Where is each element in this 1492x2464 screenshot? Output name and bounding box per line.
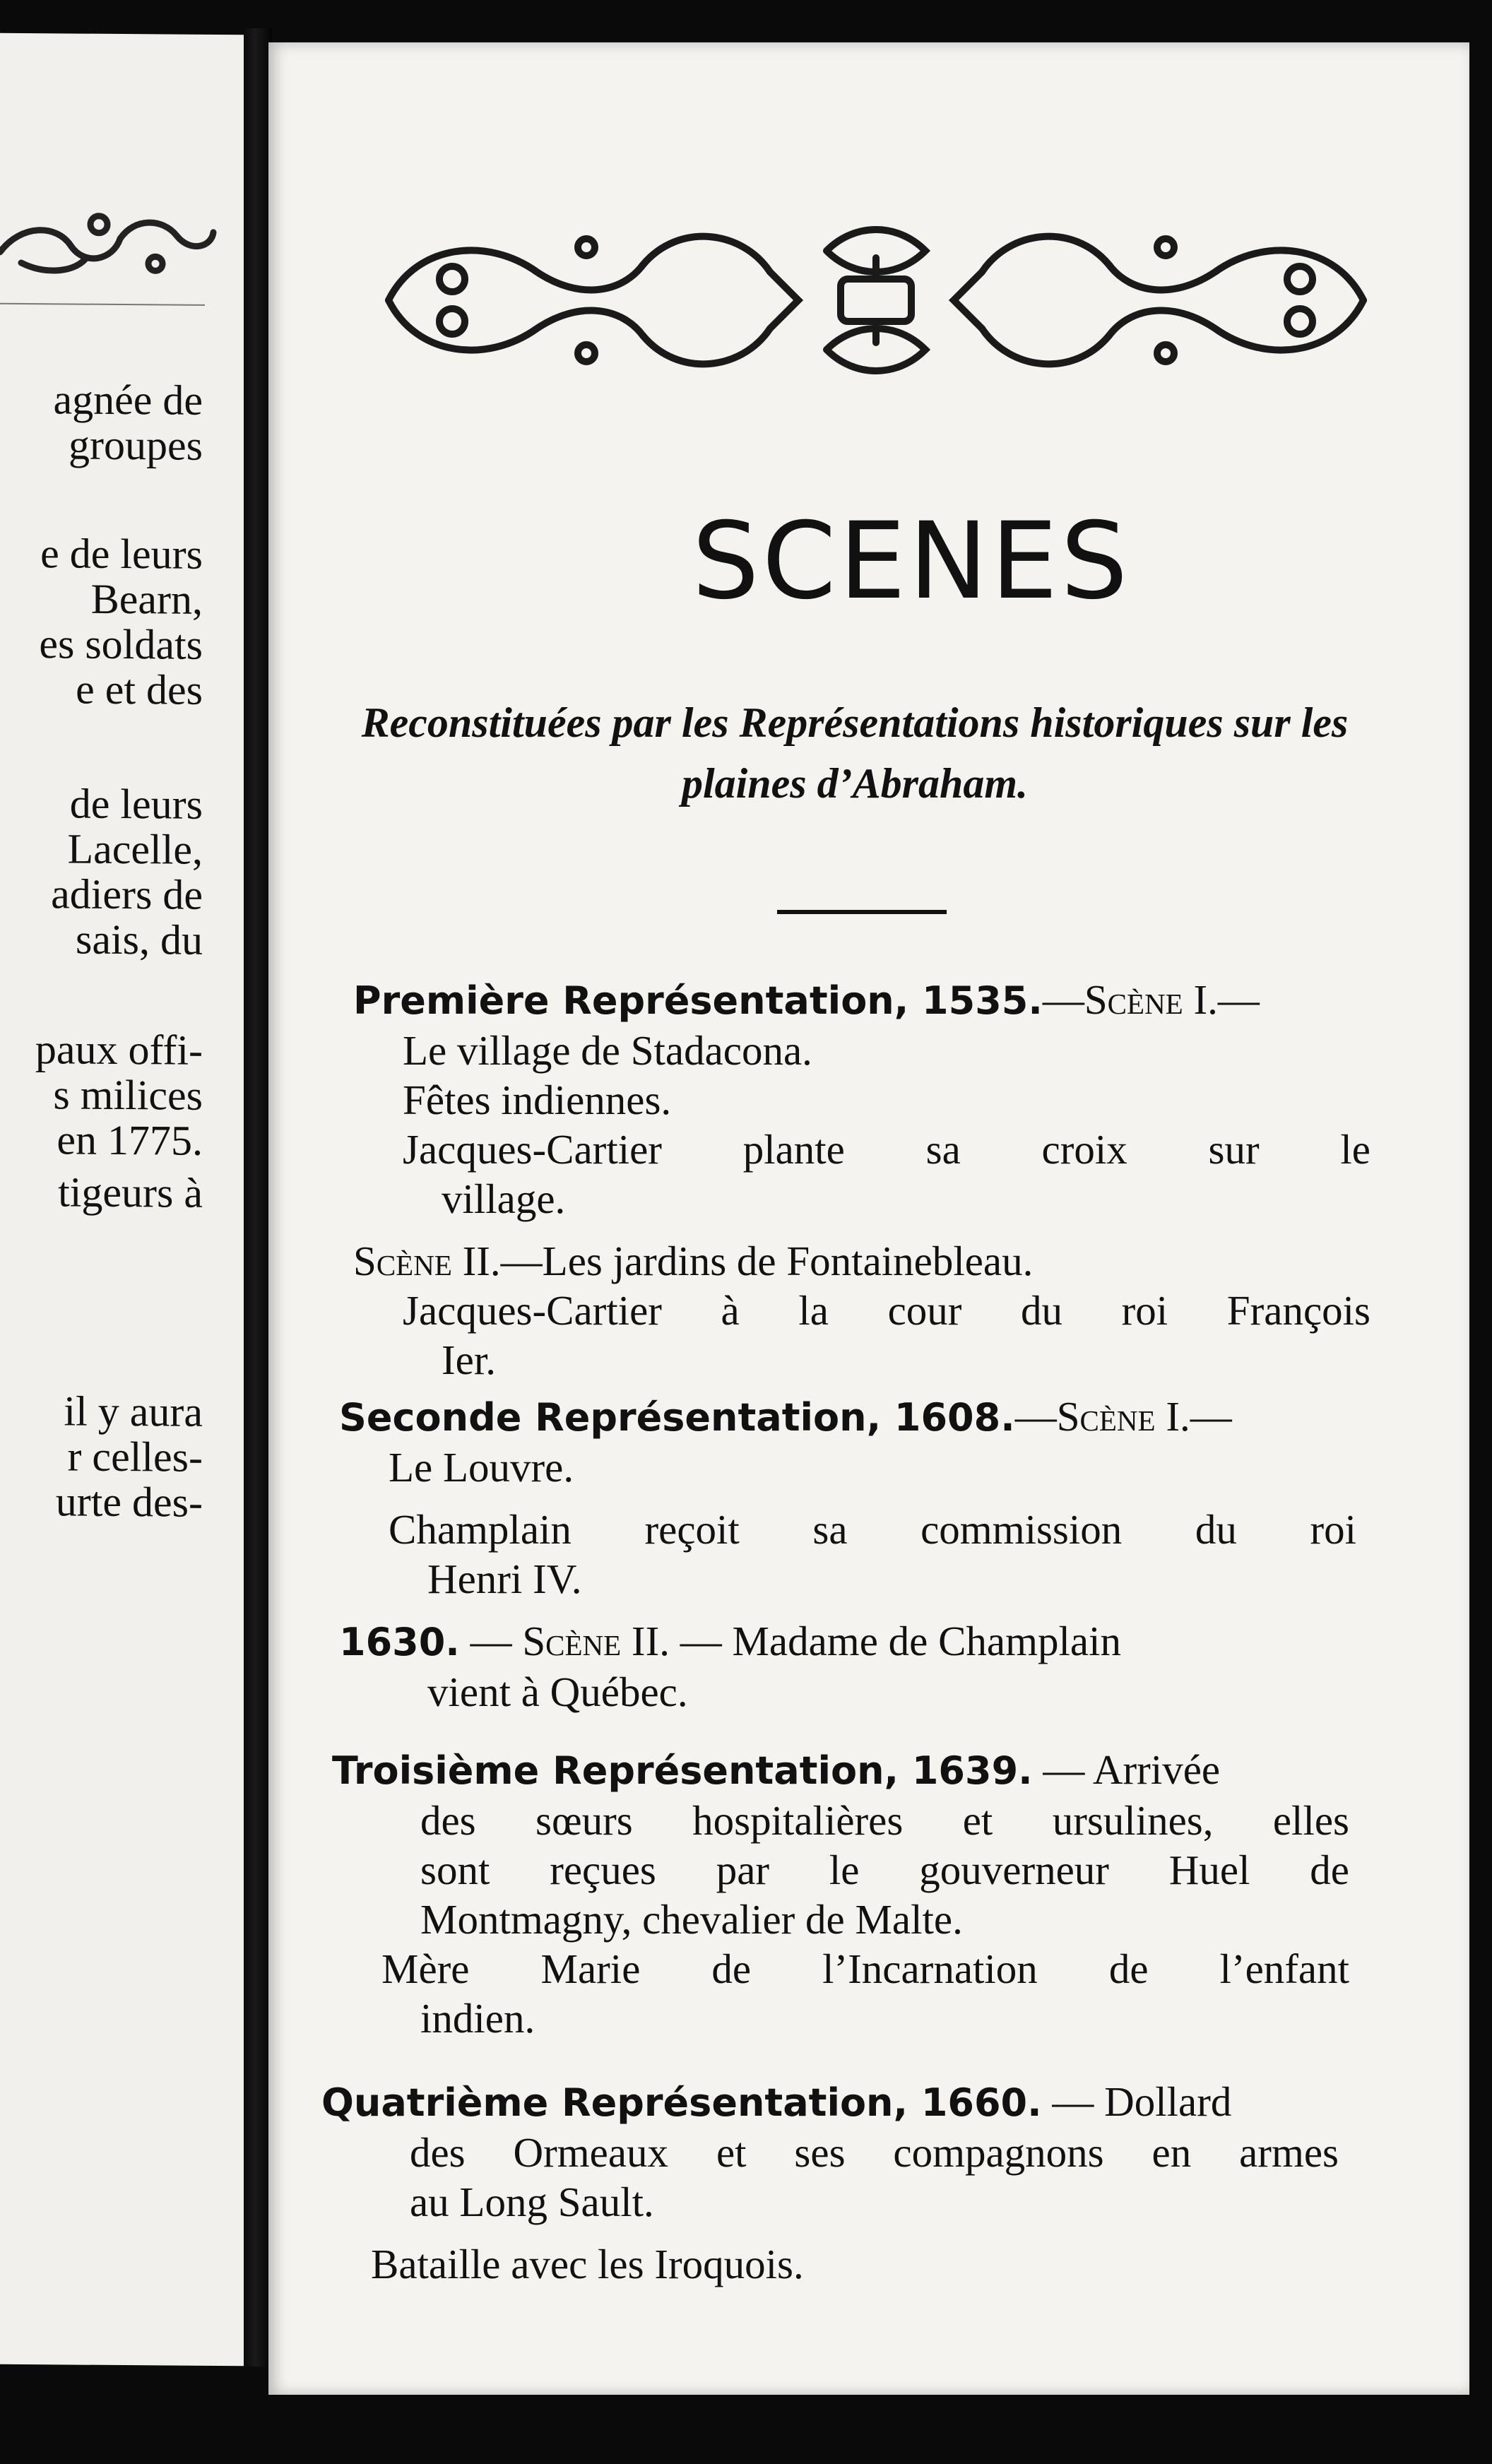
left-text-line: adiers de: [51, 870, 203, 918]
section-troisieme: [332, 1745, 1349, 2043]
section-text: — Dollard: [1041, 2078, 1232, 2125]
section-heading: Troisième Représentation, 1639.: [332, 1748, 1033, 1793]
scene-line: sont reçues par le gouverneur Huel de: [420, 1847, 1349, 1893]
left-text-line: sais, du: [76, 916, 203, 964]
book-spine: [244, 28, 272, 2367]
scene-line: au Long Sault.: [410, 2179, 654, 2225]
scene-line: Bataille avec les Iroquois.: [371, 2241, 804, 2287]
left-page-fragment: [0, 33, 244, 2366]
header-ornament-icon: [374, 194, 1378, 399]
scene-line: Fêtes indiennes.: [403, 1077, 672, 1123]
scene-line: Henri IV.: [427, 1556, 582, 1602]
scene-heading-line: [339, 1616, 1356, 1667]
section-premiere: [353, 975, 1370, 1385]
section-text: — Arrivée: [1032, 1746, 1221, 1793]
scene-line: Le Louvre.: [389, 1444, 574, 1491]
scene-line: Jacques-Cartier plante sa croix sur le: [403, 1126, 1370, 1173]
section-heading: Première Représentation, 1535.: [353, 978, 1043, 1023]
left-text-line: il y aura: [64, 1387, 203, 1435]
left-text-line: de leurs: [69, 780, 203, 828]
left-text-line: es soldats: [39, 620, 203, 668]
scene-line: vient à Québec.: [427, 1669, 688, 1715]
left-text-line: Bearn,: [90, 575, 203, 623]
scene-label: —Scène I.—: [1014, 1393, 1232, 1440]
scene-line: Jacques-Cartier à la cour du roi François: [403, 1287, 1370, 1334]
left-text-line: Lacelle,: [67, 825, 203, 873]
section-heading-line: [339, 1392, 1356, 1443]
left-text-line: e de leurs: [40, 530, 203, 578]
section-heading-line: [353, 975, 1370, 1026]
scene-line: Le village de Stadacona.: [403, 1027, 812, 1074]
left-ornament-icon: [0, 196, 219, 296]
title-separator: [777, 910, 947, 914]
section-heading: Quatrième Représentation, 1660.: [321, 2080, 1042, 2125]
section-heading-line: [321, 2077, 1339, 2128]
section-seconde: [339, 1392, 1356, 1717]
scene-line: Mère Marie de l’Incarnation de l’enfant: [381, 1945, 1349, 1992]
section-quatrieme: [321, 2077, 1339, 2289]
page-title: SCENES: [692, 500, 1131, 623]
scene-year: 1630.: [339, 1620, 460, 1664]
scene-line: village.: [442, 1175, 566, 1222]
scene-line: des sœurs hospitalières et ursulines, elles: [420, 1797, 1349, 1844]
scene-line: Ier.: [442, 1337, 496, 1383]
scene-text: — Madame de Champlain: [669, 1618, 1121, 1664]
page-subtitle: Reconstituées par les Représentations historiques sur les plaines d’Abraham.: [361, 699, 1349, 807]
scene-text: —Les jardins de Fontainebleau.: [500, 1238, 1034, 1284]
scene-line: Champlain reçoit sa commission du roi: [389, 1506, 1356, 1553]
left-text-line: r celles-: [67, 1433, 203, 1481]
left-text-line: s milices: [53, 1071, 203, 1119]
scene-label: Scène II.: [353, 1238, 501, 1284]
right-page: [268, 42, 1469, 2395]
scene-label: — Scène II.: [459, 1618, 670, 1664]
left-text-line: urte des-: [55, 1478, 203, 1526]
scene-line: indien.: [420, 1995, 535, 2042]
left-text-line: tigeurs à: [58, 1168, 203, 1216]
left-text-line: paux offi-: [35, 1026, 203, 1074]
left-text-line: agnée de: [53, 376, 203, 424]
section-heading: Seconde Représentation, 1608.: [339, 1395, 1015, 1440]
left-text-line: en 1775.: [57, 1116, 203, 1164]
left-rule: [0, 303, 205, 306]
section-heading-line: [332, 1745, 1349, 1796]
scene-label: —Scène I.—: [1042, 976, 1260, 1023]
left-text-line: groupes: [69, 421, 203, 469]
scene-heading-line: [353, 1236, 1370, 1286]
left-text-line: e et des: [76, 665, 203, 713]
scene-line: des Ormeaux et ses compagnons en armes: [410, 2129, 1339, 2176]
scene-line: Montmagny, chevalier de Malte.: [420, 1896, 963, 1943]
